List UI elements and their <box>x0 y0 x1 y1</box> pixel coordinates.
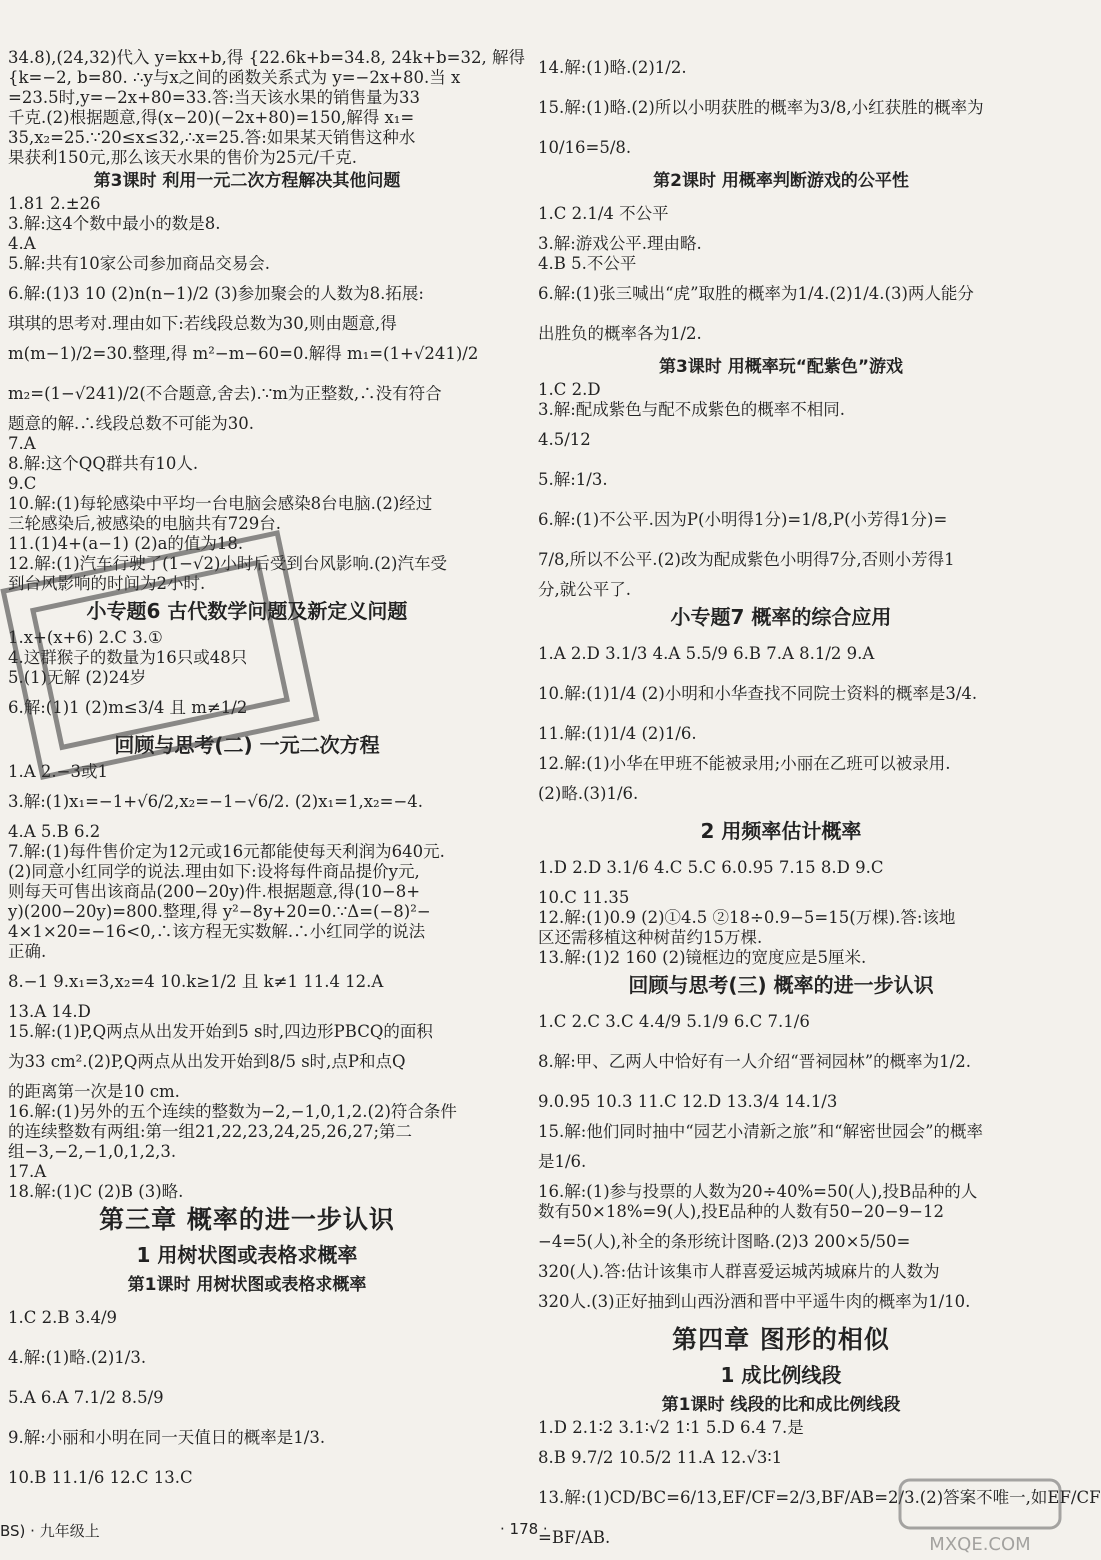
answer-line: 分,就公平了. <box>538 580 631 599</box>
answer-line: 9.C <box>8 474 37 493</box>
answer-line: 15.解:(1)略.(2)所以小明获胜的概率为3/8,小红获胜的概率为 <box>538 98 984 117</box>
answer-line: 7/8,所以不公平.(2)改为配成紫色小明得7分,否则小芳得1 <box>538 550 955 569</box>
section-heading: 第3课时 用概率玩“配紫色”游戏 <box>658 357 904 377</box>
answer-line: (2)同意小红同学的说法.理由如下:设将每件商品提价y元, <box>8 862 420 881</box>
answer-line: 1.81 2.±26 <box>8 194 101 213</box>
answer-line: 出胜负的概率各为1/2. <box>538 324 702 343</box>
answer-line: 11.解:(1)1/4 (2)1/6. <box>538 724 697 743</box>
answer-line: 12.解:(1)小华在甲班不能被录用;小丽在乙班可以被录用. <box>538 754 951 773</box>
answer-line: 6.解:(1)张三喊出“虎”取胜的概率为1/4.(2)1/4.(3)两人能分 <box>538 284 974 303</box>
answer-line: 34.8),(24,32)代入 y=kx+b,得 {22.6k+b=34.8, 24k+b=32, 解得 <box>8 48 525 67</box>
answer-line: −4=5(人),补全的条形统计图略.(2)3 200×5/50= <box>538 1232 911 1251</box>
section-heading: 第2课时 用概率判断游戏的公平性 <box>653 171 909 191</box>
answer-line: 3.解:(1)x₁=−1+√6/2,x₂=−1−√6/2. (2)x₁=1,x₂=−4. <box>8 792 424 811</box>
answer-line: 6.解:(1)3 10 (2)n(n−1)/2 (3)参加聚会的人数为8.拓展: <box>8 284 424 303</box>
answer-line: 320人.(3)正好抽到山西汾酒和晋中平遥牛肉的概率为1/10. <box>538 1292 971 1311</box>
answer-line: 10.解:(1)1/4 (2)小明和小华查找不同院士资料的概率是3/4. <box>538 684 978 703</box>
answer-line: 5.(1)无解 (2)24岁 <box>8 668 147 687</box>
answer-line: y)(200−20y)=800.整理,得 y²−8y+20=0.∵Δ=(−8)²− <box>8 902 431 921</box>
answer-line: 组−3,−2,−1,0,1,2,3. <box>8 1142 177 1161</box>
answer-line: 6.解:(1)1 (2)m≤3/4 且 m≠1/2 <box>8 698 248 717</box>
answer-line: 正确. <box>8 942 47 961</box>
answer-line: 5.A 6.A 7.1/2 8.5/9 <box>8 1388 164 1407</box>
answer-line: 4.B 5.不公平 <box>538 254 637 273</box>
section-heading: 1 用树状图或表格求概率 <box>136 1243 358 1267</box>
answer-line: 1.x+(x+6) 2.C 3.① <box>8 628 163 647</box>
answer-line: 题意的解.∴线段总数不可能为30. <box>8 414 254 433</box>
answer-line: 13.A 14.D <box>8 1002 91 1021</box>
section-heading: 第3课时 利用一元二次方程解决其他问题 <box>93 171 401 191</box>
answer-line: 千克.(2)根据题意,得(x−20)(−2x+80)=150,解得 x₁= <box>8 108 415 127</box>
section-heading: 第四章 图形的相似 <box>672 1325 890 1354</box>
answer-line: 到台风影响的时间为2小时. <box>8 574 206 593</box>
answer-line: 8.解:甲、乙两人中恰好有一人介绍“晋祠园林”的概率为1/2. <box>538 1052 971 1071</box>
answer-line: 11.(1)4+(a−1) (2)a的值为18. <box>8 534 244 553</box>
section-heading: 回顾与思考(三) 概率的进一步认识 <box>628 973 934 997</box>
answer-line: 5.解:共有10家公司参加商品交易会. <box>8 254 271 273</box>
section-heading: 1 成比例线段 <box>720 1363 842 1387</box>
answer-line: 8.−1 9.x₁=3,x₂=4 10.k≥1/2 且 k≠1 11.4 12.A <box>8 972 384 991</box>
answer-line: 4.A <box>8 234 36 253</box>
section-heading: 回顾与思考(二) 一元二次方程 <box>114 733 380 757</box>
answer-line: 的连续整数有两组:第一组21,22,23,24,25,26,27;第二 <box>8 1122 413 1141</box>
left-column <box>8 48 525 1498</box>
section-heading: 第1课时 用树状图或表格求概率 <box>127 1275 367 1295</box>
answer-line: 3.解:配成紫色与配不成紫色的概率不相同. <box>538 400 846 419</box>
answer-line: 6.解:(1)不公平.因为P(小明得1分)=1/8,P(小芳得1分)= <box>538 510 948 529</box>
answer-line: 18.解:(1)C (2)B (3)略. <box>8 1182 184 1201</box>
answer-line: 10.解:(1)每轮感染中平均一台电脑会感染8台电脑.(2)经过 <box>8 494 433 513</box>
answer-line: m(m−1)/2=30.整理,得 m²−m−60=0.解得 m₁=(1+√241)/2 <box>8 344 479 363</box>
answer-line: 1.A 2.D 3.1/3 4.A 5.5/9 6.B 7.A 8.1/2 9.A <box>538 644 875 663</box>
section-heading: 第三章 概率的进一步认识 <box>99 1205 395 1234</box>
answer-line: 区还需移植这种树苗约15万棵. <box>538 928 763 947</box>
watermark-logo <box>880 1470 1080 1560</box>
answer-line: 琪琪的思考对.理由如下:若线段总数为30,则由题意,得 <box>8 314 397 333</box>
answer-line: =23.5时,y=−2x+80=33.答:当天该水果的销售量为33 <box>8 88 421 107</box>
answer-line: 15.解:他们同时抽中“园艺小清新之旅”和“解密世园会”的概率 <box>538 1122 984 1141</box>
answer-line: 13.解:(1)2 160 (2)镜框边的宽度应是5厘米. <box>538 948 867 967</box>
answer-line: 13.解:(1)CD/BC=6/13,EF/CF=2/3,BF/AB=2/3.(2)答案不唯一,如EF/CF <box>538 1488 1101 1507</box>
answer-line: 320(人).答:估计该集市人群喜爱运城芮城麻片的人数为 <box>538 1262 940 1281</box>
answer-line: 果获利150元,那么该天水果的售价为25元/千克. <box>8 148 358 167</box>
answer-line: 9.0.95 10.3 11.C 12.D 13.3/4 14.1/3 <box>538 1092 838 1111</box>
answer-line: 8.解:这个QQ群共有10人. <box>8 454 199 473</box>
answer-line: 4.5/12 <box>538 430 591 449</box>
answer-line: {k=−2, b=80. ∴y与x之间的函数关系式为 y=−2x+80.当 x <box>8 68 461 87</box>
answer-line: 是1/6. <box>538 1152 587 1171</box>
answer-line: 1.D 2.D 3.1/6 4.C 5.C 6.0.95 7.15 8.D 9.C <box>538 858 884 877</box>
right-column <box>538 48 1101 1558</box>
answer-line: 12.解:(1)汽车行驶了(1−√2)小时后受到台风影响.(2)汽车受 <box>8 554 447 573</box>
answer-line: 9.解:小丽和小明在同一天值日的概率是1/3. <box>8 1428 326 1447</box>
answer-line: 17.A <box>8 1162 47 1181</box>
answer-line: 1.C 2.C 3.C 4.4/9 5.1/9 6.C 7.1/6 <box>538 1012 810 1031</box>
answer-line: 为33 cm².(2)P,Q两点从出发开始到8/5 s时,点P和点Q <box>8 1052 406 1071</box>
footer-book-label: BS) · 九年级上 <box>0 1522 100 1540</box>
answer-line: 10/16=5/8. <box>538 138 632 157</box>
svg-text:MXQE.COM: MXQE.COM <box>929 1534 1031 1555</box>
answer-line: 16.解:(1)参与投票的人数为20÷40%=50(人),投B品种的人 <box>538 1182 978 1201</box>
answer-line: 1.C 2.1/4 不公平 <box>538 204 669 223</box>
library-stamp <box>0 520 330 770</box>
answer-line: 1.D 2.1∶2 3.1∶√2 1∶1 5.D 6.4 7.是 <box>538 1418 804 1437</box>
answer-line: 8.B 9.7/2 10.5/2 11.A 12.√3∶1 <box>538 1448 783 1467</box>
answer-line: 则每天可售出该商品(200−20y)件.根据题意,得(10−8+ <box>8 882 421 901</box>
page-number: · 178 · <box>500 1520 548 1538</box>
section-heading: 2 用频率估计概率 <box>700 819 862 843</box>
answer-line: 14.解:(1)略.(2)1/2. <box>538 58 687 77</box>
answer-line: 的距离第一次是10 cm. <box>8 1082 180 1101</box>
answer-line: 三轮感染后,被感染的电脑共有729台. <box>8 514 281 533</box>
answer-line: 5.解:1/3. <box>538 470 608 489</box>
section-heading: 小专题7 概率的综合应用 <box>670 605 892 629</box>
answer-line: 4.解:(1)略.(2)1/3. <box>8 1348 147 1367</box>
answer-line: 10.B 11.1/6 12.C 13.C <box>8 1468 193 1487</box>
section-heading: 小专题6 古代数学问题及新定义问题 <box>86 599 408 623</box>
answer-line: 4×1×20=−16<0,∴该方程无实数解.∴小红同学的说法 <box>8 922 426 941</box>
answer-line: m₂=(1−√241)/2(不合题意,舍去).∵m为正整数,∴没有符合 <box>8 384 442 403</box>
answer-line: 数有50×18%=9(人),投E品种的人数有50−20−9−12 <box>538 1202 944 1221</box>
answer-line: 4.这群猴子的数量为16只或48只 <box>8 648 248 667</box>
answer-line: 1.C 2.D <box>538 380 601 399</box>
answer-line: (2)略.(3)1/6. <box>538 784 639 803</box>
answer-line: 3.解:游戏公平.理由略. <box>538 234 702 253</box>
answer-line: 15.解:(1)P,Q两点从出发开始到5 s时,四边形PBCQ的面积 <box>8 1022 433 1041</box>
answer-line: 1.A 2.−3或1 <box>8 762 108 781</box>
answer-line: 35,x₂=25.∵20≤x≤32,∴x=25.答:如果某天销售这种水 <box>8 128 416 147</box>
answer-line: 4.A 5.B 6.2 <box>8 822 101 841</box>
answer-line: 16.解:(1)另外的五个连续的整数为−2,−1,0,1,2.(2)符合条件 <box>8 1102 457 1121</box>
answer-line: 7.A <box>8 434 36 453</box>
answer-line: =BF/AB. <box>538 1528 611 1547</box>
answer-line: 3.解:这4个数中最小的数是8. <box>8 214 221 233</box>
answer-line: 12.解:(1)0.9 (2)①4.5 ②18÷0.9−5=15(万棵).答:该地 <box>538 908 956 927</box>
answer-line: 10.C 11.35 <box>538 888 630 907</box>
answer-line: 7.解:(1)每件售价定为12元或16元都能使每天利润为640元. <box>8 842 445 861</box>
answer-line: 1.C 2.B 3.4/9 <box>8 1308 118 1327</box>
section-heading: 第1课时 线段的比和成比例线段 <box>661 1395 901 1415</box>
